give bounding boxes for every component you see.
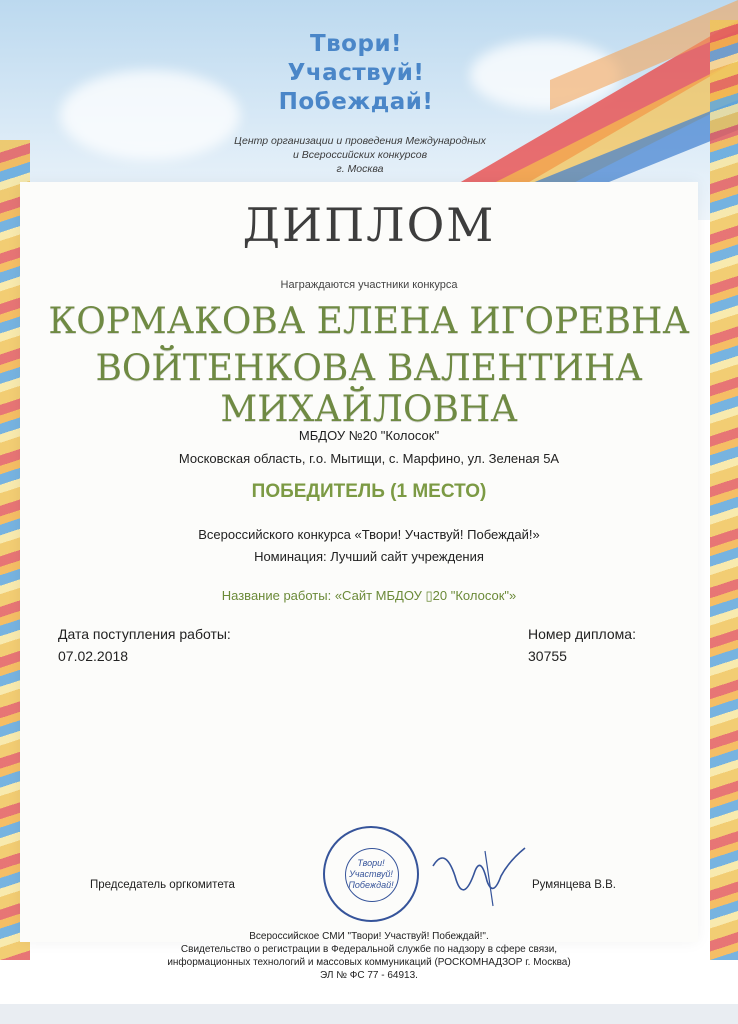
contest-slogan <box>256 30 456 117</box>
organizer-line: Центр организации и проведения Международных <box>234 135 486 147</box>
svg-text:Побеждай!: Побеждай! <box>348 880 394 890</box>
slogan-line: Участвуй! <box>287 60 425 86</box>
diploma-number-value: 30755 <box>528 648 567 664</box>
awarded-text: Награждаются участники конкурса <box>280 279 458 291</box>
result-title: ПОБЕДИТЕЛЬ (1 МЕСТО) <box>251 481 487 502</box>
chair-label: Председатель оргкомитета <box>90 879 235 891</box>
contest-name: Всероссийского конкурса «Твори! Участвуй! Побеждай!» <box>198 527 540 542</box>
chair-name: Румянцева В.В. <box>532 879 616 891</box>
official-stamp <box>323 826 419 922</box>
institution-address: Московская область, г.о. Мытищи, с. Марфино, ул. Зеленая 5А <box>178 451 560 466</box>
cloud-shape <box>60 70 240 160</box>
svg-text:Участвуй!: Участвуй! <box>349 869 393 879</box>
slogan-line: Побеждай! <box>278 89 434 115</box>
organizer-line: г. Москва <box>336 163 384 175</box>
institution-name: МБДОУ №20 "Колосок" <box>298 428 440 443</box>
footer-legal <box>0 930 738 982</box>
date-value: 07.02.2018 <box>58 648 129 664</box>
diploma-title: ДИПЛОМ <box>242 198 496 252</box>
slogan-line: Твори! <box>309 31 403 57</box>
stamp-text-graphic <box>323 826 419 922</box>
footer-line: Свидетельство о регистрации в Федеральной службе по надзору в сфере связи, <box>180 944 558 955</box>
footer-line: информационных технологий и массовых коммуникаций (РОСКОМНАДЗОР г. Москва) <box>167 957 571 968</box>
scan-edge <box>0 1004 738 1024</box>
work-title: Название работы: «Сайт МБДОУ ▯20 "Колосок"» <box>221 588 517 603</box>
signature-mark <box>425 836 535 916</box>
svg-text:Твори!: Твори! <box>357 858 385 868</box>
footer-line: ЭЛ № ФС 77 - 64913. <box>320 970 418 981</box>
date-label: Дата поступления работы: <box>58 626 231 642</box>
footer-line: Всероссийское СМИ "Твори! Участвуй! Побеждай!". <box>249 931 489 942</box>
participant-name: КОРМАКОВА ЕЛЕНА ИГОРЕВНА <box>48 301 690 342</box>
nomination: Номинация: Лучший сайт учреждения <box>254 549 484 564</box>
participant-name: ВОЙТЕНКОВА ВАЛЕНТИНА МИХАЙЛОВНА <box>95 348 643 430</box>
organizer-caption <box>230 134 490 176</box>
diploma-number-label: Номер диплома: <box>528 626 636 642</box>
organizer-line: и Всероссийских конкурсов <box>292 149 428 161</box>
